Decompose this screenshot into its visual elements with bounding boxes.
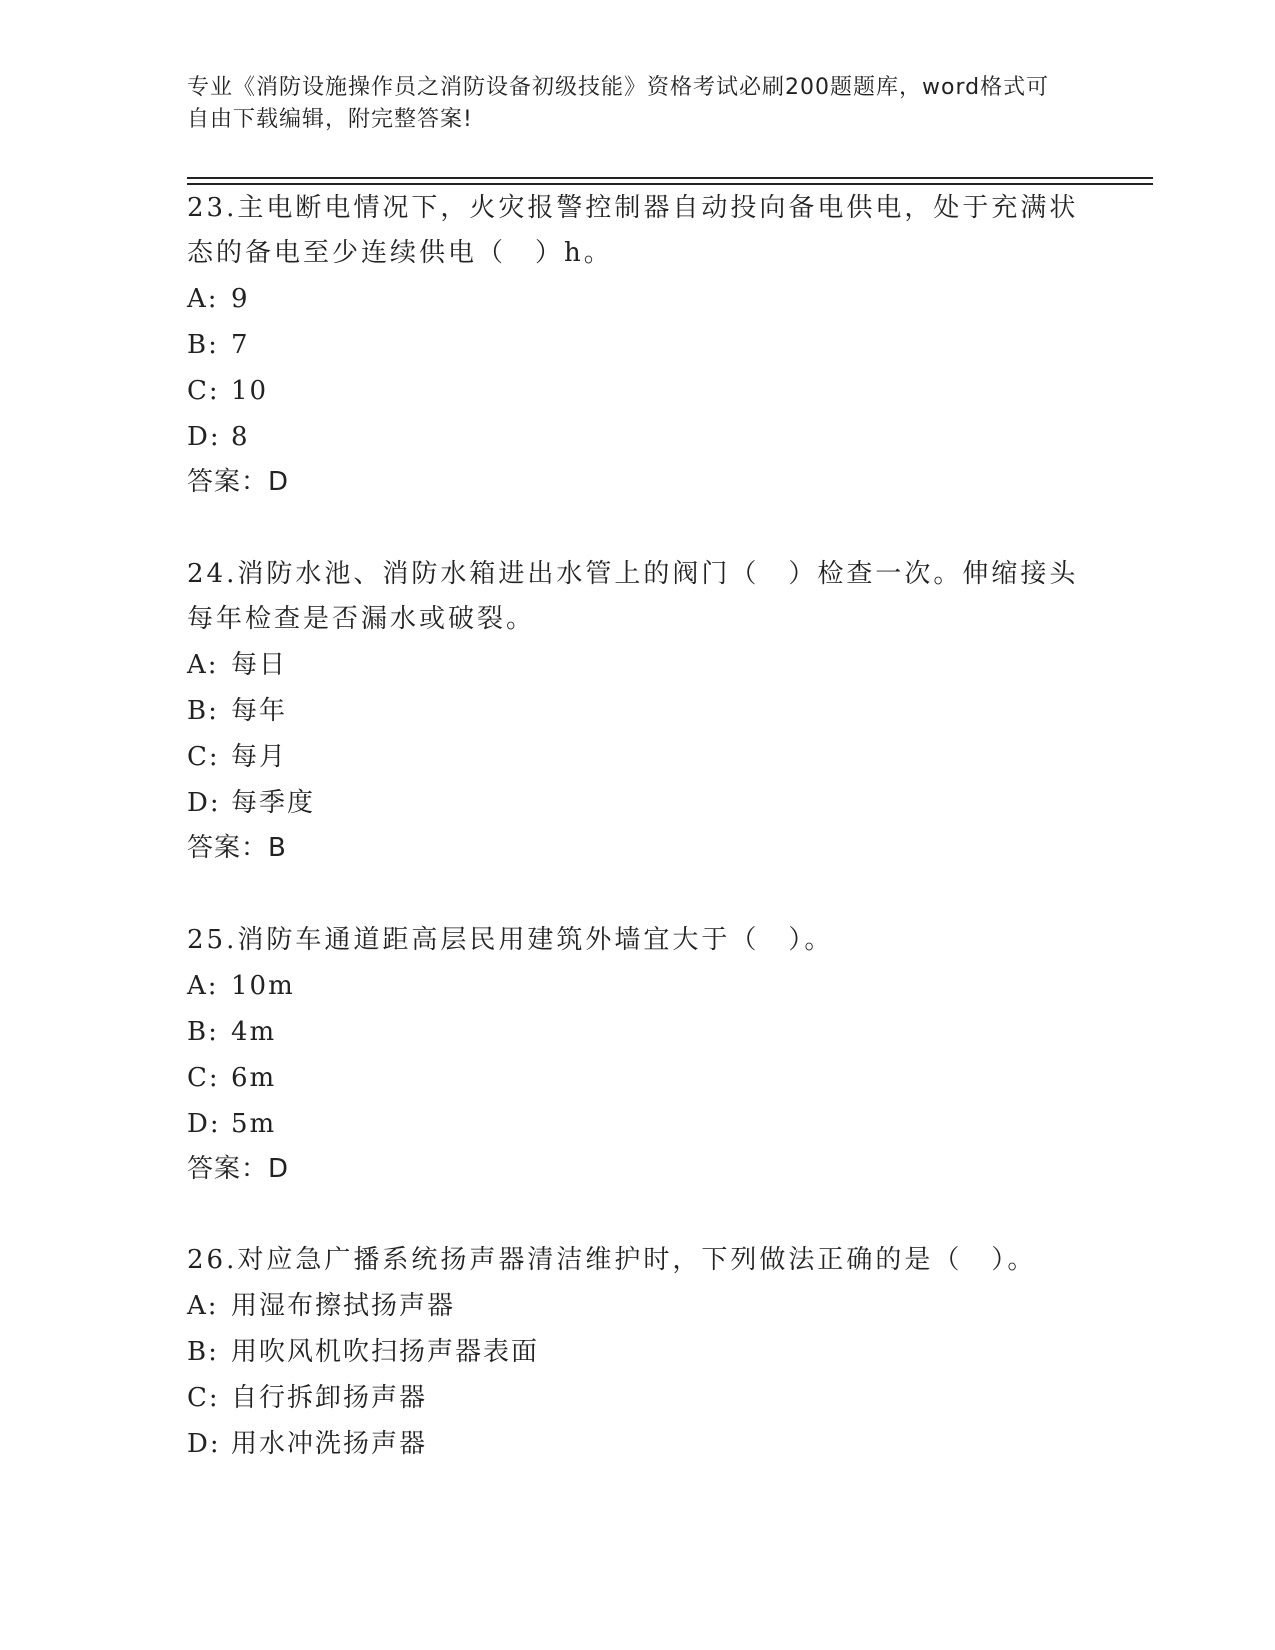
option-text: 10 bbox=[231, 376, 269, 406]
option-c bbox=[187, 1055, 1087, 1101]
option-text: 8 bbox=[231, 422, 250, 452]
option-b bbox=[187, 322, 1087, 368]
option-text: 每月 bbox=[231, 742, 288, 772]
option-a bbox=[187, 963, 1087, 1009]
option-d bbox=[187, 780, 1087, 826]
option-label: A: bbox=[187, 284, 219, 314]
option-text: 4m bbox=[231, 1017, 277, 1047]
question-stem: 24.消防水池、消防水箱进出水管上的阀门（ ）检查一次。伸缩接头每年检查是否漏水或破裂。 bbox=[187, 559, 1079, 634]
option-c bbox=[187, 734, 1087, 780]
option-text: 10m bbox=[231, 971, 295, 1001]
option-label: B: bbox=[187, 696, 219, 726]
header-divider-bottom bbox=[187, 183, 1153, 185]
option-text: 每日 bbox=[231, 650, 288, 680]
document-header: 专业《消防设施操作员之消防设备初级技能》资格考试必刷200题题库，word格式可自由下载编辑，附完整答案! bbox=[187, 75, 1050, 132]
question-stem: 25.消防车通道距高层民用建筑外墙宜大于（ ）。 bbox=[187, 925, 834, 955]
option-label: B: bbox=[187, 330, 219, 360]
option-label: D: bbox=[187, 1429, 221, 1459]
option-label: B: bbox=[187, 1337, 219, 1367]
option-label: A: bbox=[187, 1291, 219, 1321]
option-text: 7 bbox=[231, 330, 250, 360]
option-a bbox=[187, 1283, 1087, 1329]
option-label: D: bbox=[187, 788, 221, 818]
option-label: D: bbox=[187, 422, 221, 452]
question-stem: 26.对应急广播系统扬声器清洁维护时，下列做法正确的是（ ）。 bbox=[187, 1245, 1037, 1275]
option-label: D: bbox=[187, 1109, 221, 1139]
question-26 bbox=[187, 1238, 1087, 1467]
option-text: 6m bbox=[231, 1063, 277, 1093]
question-stem: 23.主电断电情况下，火灾报警控制器自动投向备电供电，处于充满状态的备电至少连续供电（ ）h。 bbox=[187, 193, 1079, 268]
answer-line: 答案：B bbox=[187, 833, 287, 863]
option-b bbox=[187, 1009, 1087, 1055]
option-text: 用吹风机吹扫扬声器表面 bbox=[231, 1337, 540, 1367]
option-c bbox=[187, 368, 1087, 414]
option-label: B: bbox=[187, 1017, 219, 1047]
option-b bbox=[187, 1329, 1087, 1375]
option-text: 9 bbox=[231, 284, 250, 314]
option-text: 用水冲洗扬声器 bbox=[231, 1429, 428, 1459]
answer-line: 答案：D bbox=[187, 1154, 290, 1184]
option-a bbox=[187, 642, 1087, 688]
option-label: C: bbox=[187, 376, 220, 406]
option-text: 自行拆卸扬声器 bbox=[231, 1383, 428, 1413]
option-text: 每年 bbox=[231, 696, 288, 726]
option-a bbox=[187, 276, 1087, 322]
answer-line: 答案：D bbox=[187, 467, 290, 497]
option-d bbox=[187, 1421, 1087, 1467]
header-divider-top bbox=[187, 177, 1153, 179]
option-c bbox=[187, 1375, 1087, 1421]
question-25 bbox=[187, 918, 1087, 1191]
option-text: 每季度 bbox=[231, 788, 316, 818]
option-label: A: bbox=[187, 650, 219, 680]
option-d bbox=[187, 414, 1087, 460]
option-label: A: bbox=[187, 971, 219, 1001]
option-label: C: bbox=[187, 1383, 220, 1413]
option-b bbox=[187, 688, 1087, 734]
option-label: C: bbox=[187, 1063, 220, 1093]
option-label: C: bbox=[187, 742, 220, 772]
option-text: 用湿布擦拭扬声器 bbox=[231, 1291, 456, 1321]
question-23 bbox=[187, 186, 1087, 504]
option-text: 5m bbox=[231, 1109, 277, 1139]
option-d bbox=[187, 1101, 1087, 1147]
question-24 bbox=[187, 552, 1087, 870]
